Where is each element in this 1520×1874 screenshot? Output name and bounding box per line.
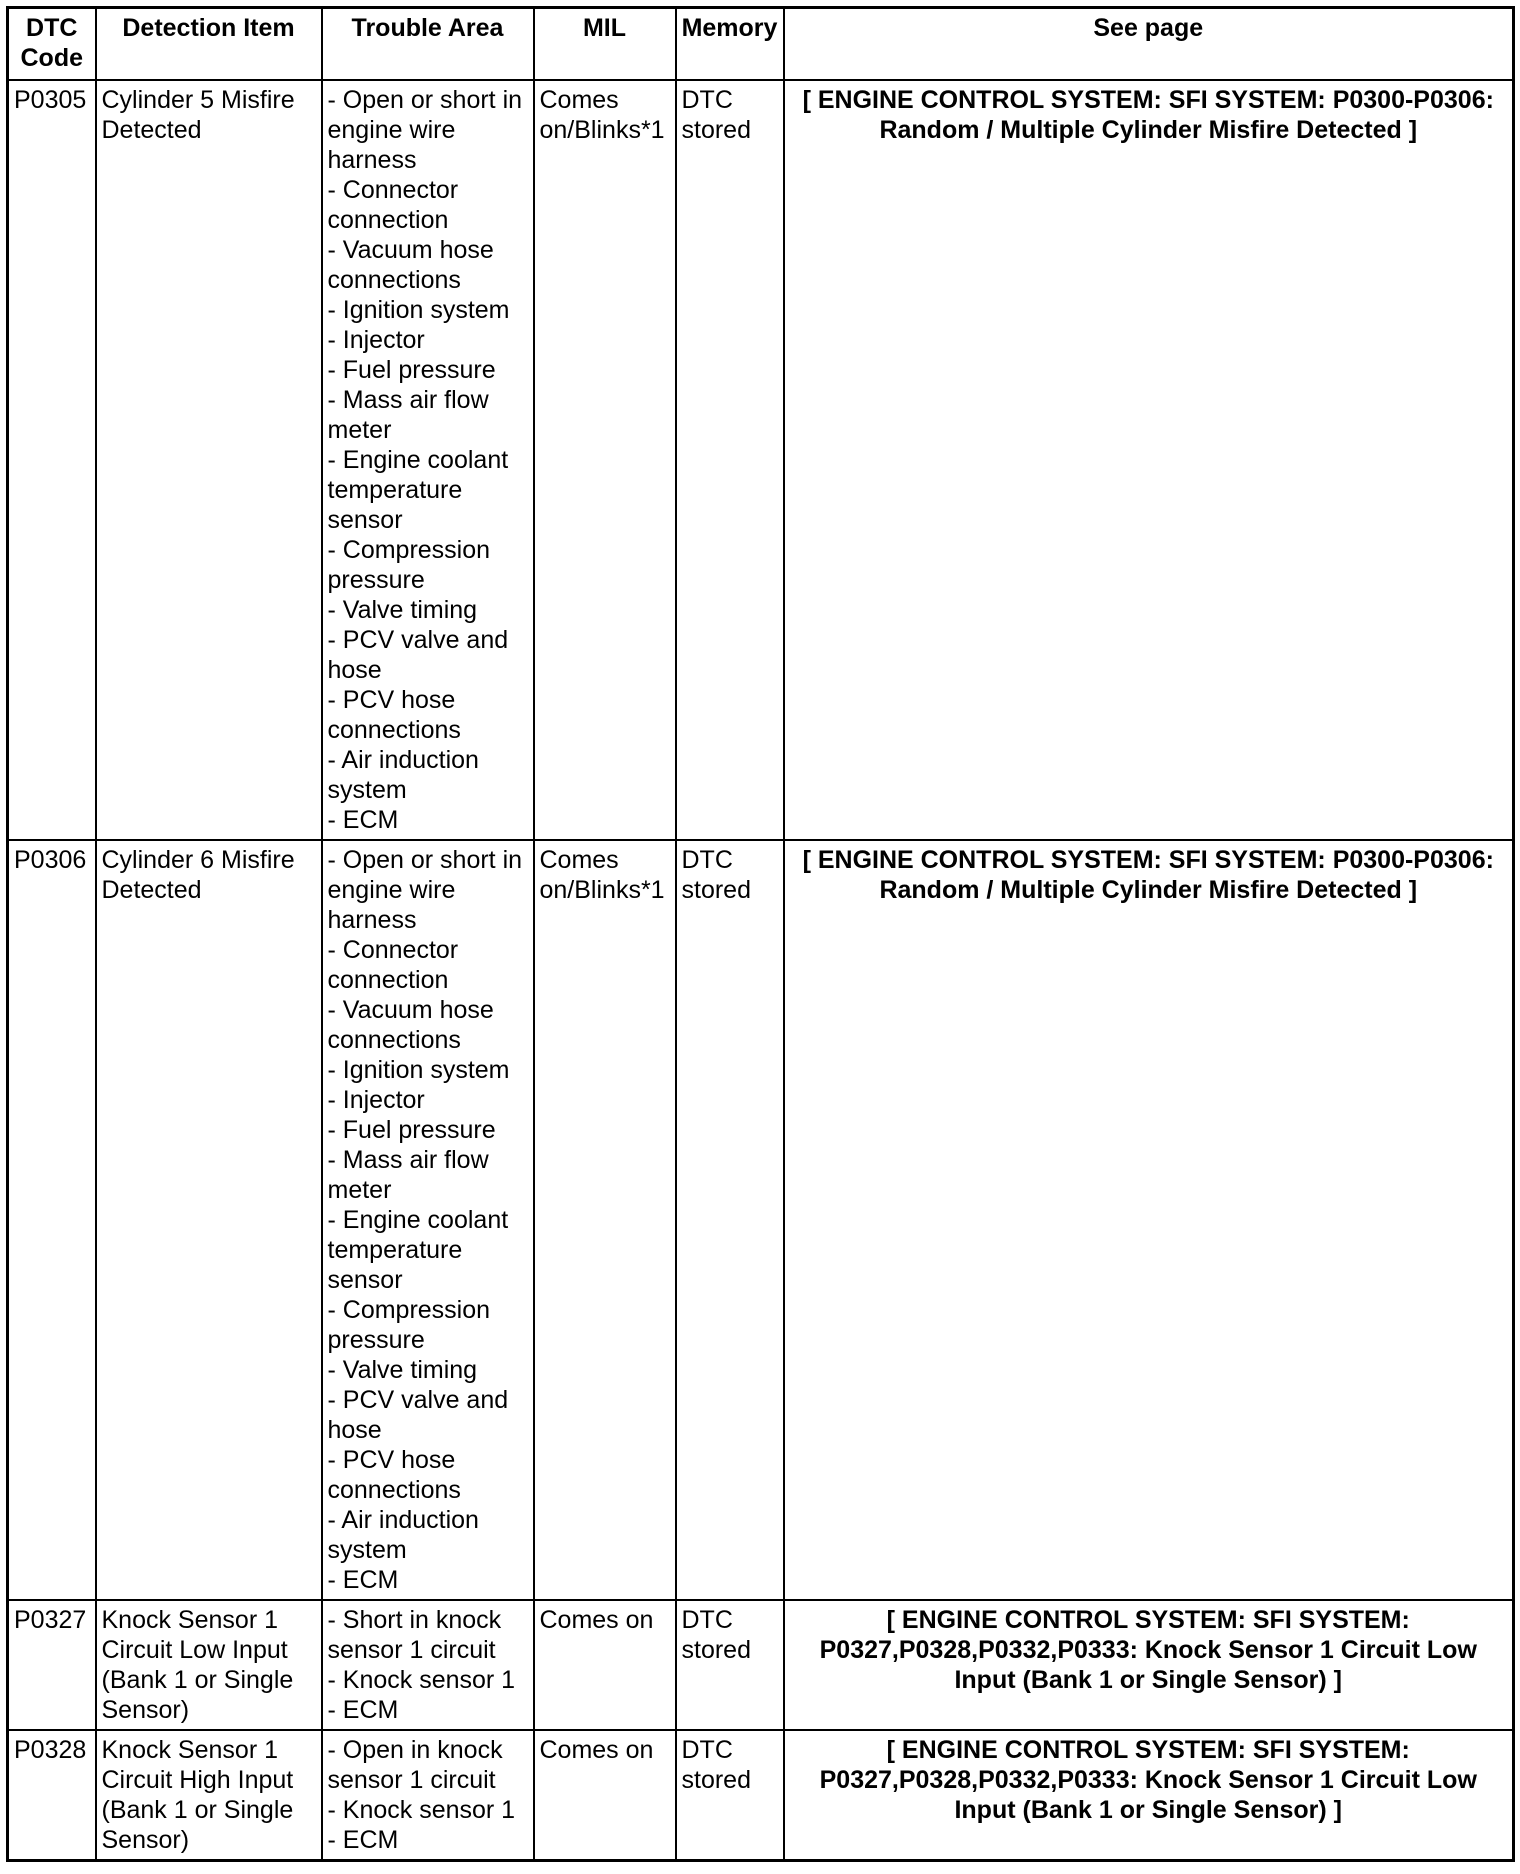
- trouble-area-item: - Fuel pressure: [327, 1116, 496, 1144]
- table-row: [8, 1600, 1514, 1730]
- trouble-area-item: - Injector: [327, 326, 425, 354]
- trouble-area-item: - Engine coolant temperature sensor: [327, 1206, 509, 1294]
- trouble-area-item: - PCV valve and hose: [327, 1386, 509, 1444]
- trouble-area-item: - Ignition system: [327, 1056, 510, 1084]
- trouble-area-item: - Knock sensor 1: [327, 1666, 516, 1694]
- see-page-link[interactable]: [ ENGINE CONTROL SYSTEM: SFI SYSTEM: P0300-P0306: Random / Multiple Cylinder Misfire Detected ]: [784, 80, 1514, 840]
- header-memory: Memory: [676, 8, 784, 81]
- header-mil: MIL: [534, 8, 676, 81]
- trouble-area-item: - Open in knock sensor 1 circuit: [327, 1736, 503, 1794]
- trouble-area-item: - Open or short in engine wire harness: [327, 86, 523, 174]
- trouble-area-item: - PCV hose connections: [327, 1446, 461, 1504]
- header-trouble-area: Trouble Area: [322, 8, 534, 81]
- mil-cell: Comes on: [534, 1600, 676, 1730]
- table-row: [8, 1730, 1514, 1861]
- trouble-area-item: - Engine coolant temperature sensor: [327, 446, 509, 534]
- memory-cell: DTC stored: [676, 80, 784, 840]
- table-row: [8, 80, 1514, 840]
- trouble-area-item: - Injector: [327, 1086, 425, 1114]
- dtc-code-cell: P0305: [8, 80, 96, 840]
- detection-item-cell: Knock Sensor 1 Circuit Low Input (Bank 1 or Single Sensor): [96, 1600, 322, 1730]
- dtc-table: [6, 6, 1515, 1862]
- trouble-area-item: - Air induction system: [327, 1506, 479, 1564]
- trouble-area-item: - Vacuum hose connections: [327, 996, 494, 1054]
- header-row: [8, 8, 1514, 81]
- trouble-area-item: - Mass air flow meter: [327, 386, 489, 444]
- see-page-link[interactable]: [ ENGINE CONTROL SYSTEM: SFI SYSTEM: P0300-P0306: Random / Multiple Cylinder Misfire Detected ]: [784, 840, 1514, 1600]
- see-page-link[interactable]: [ ENGINE CONTROL SYSTEM: SFI SYSTEM: P0327,P0328,P0332,P0333: Knock Sensor 1 Circuit Low Input (Bank 1 or Single Sensor) ]: [784, 1730, 1514, 1861]
- trouble-area-item: - Valve timing: [327, 596, 478, 624]
- mil-cell: Comes on/Blinks*1: [534, 840, 676, 1600]
- mil-cell: Comes on/Blinks*1: [534, 80, 676, 840]
- header-see-page: See page: [784, 8, 1514, 81]
- trouble-area-item: - ECM: [327, 1566, 399, 1594]
- dtc-code-cell: P0327: [8, 1600, 96, 1730]
- header-detection-item: Detection Item: [96, 8, 322, 81]
- see-page-link[interactable]: [ ENGINE CONTROL SYSTEM: SFI SYSTEM: P0327,P0328,P0332,P0333: Knock Sensor 1 Circuit Low Input (Bank 1 or Single Sensor) ]: [784, 1600, 1514, 1730]
- trouble-area-item: - Vacuum hose connections: [327, 236, 494, 294]
- trouble-area-item: - Fuel pressure: [327, 356, 496, 384]
- trouble-area-item: - Ignition system: [327, 296, 510, 324]
- trouble-area-item: - ECM: [327, 806, 399, 834]
- trouble-area-item: - Connector connection: [327, 176, 459, 234]
- memory-cell: DTC stored: [676, 1600, 784, 1730]
- table-row: [8, 840, 1514, 1600]
- detection-item-cell: Cylinder 6 Misfire Detected: [96, 840, 322, 1600]
- memory-cell: DTC stored: [676, 1730, 784, 1861]
- trouble-area-item: - Short in knock sensor 1 circuit: [327, 1606, 502, 1664]
- mil-cell: Comes on: [534, 1730, 676, 1861]
- trouble-area-item: - Valve timing: [327, 1356, 478, 1384]
- trouble-area-item: - PCV hose connections: [327, 686, 461, 744]
- dtc-table-container: [6, 6, 1512, 1862]
- trouble-area-item: - Connector connection: [327, 936, 459, 994]
- detection-item-cell: Knock Sensor 1 Circuit High Input (Bank 1 or Single Sensor): [96, 1730, 322, 1861]
- trouble-area-cell: [322, 80, 534, 840]
- header-dtc-code: DTC Code: [8, 8, 96, 81]
- trouble-area-item: - ECM: [327, 1696, 399, 1724]
- dtc-code-cell: P0328: [8, 1730, 96, 1861]
- dtc-code-cell: P0306: [8, 840, 96, 1600]
- detection-item-cell: Cylinder 5 Misfire Detected: [96, 80, 322, 840]
- trouble-area-item: - Mass air flow meter: [327, 1146, 489, 1204]
- trouble-area-item: - Compression pressure: [327, 1296, 491, 1354]
- trouble-area-item: - Open or short in engine wire harness: [327, 846, 523, 934]
- table-body: [8, 80, 1514, 1861]
- trouble-area-item: - Air induction system: [327, 746, 479, 804]
- trouble-area-item: - Knock sensor 1: [327, 1796, 516, 1824]
- trouble-area-item: - ECM: [327, 1826, 399, 1854]
- trouble-area-item: - PCV valve and hose: [327, 626, 509, 684]
- memory-cell: DTC stored: [676, 840, 784, 1600]
- trouble-area-cell: [322, 840, 534, 1600]
- trouble-area-item: - Compression pressure: [327, 536, 491, 594]
- trouble-area-cell: [322, 1730, 534, 1861]
- trouble-area-cell: [322, 1600, 534, 1730]
